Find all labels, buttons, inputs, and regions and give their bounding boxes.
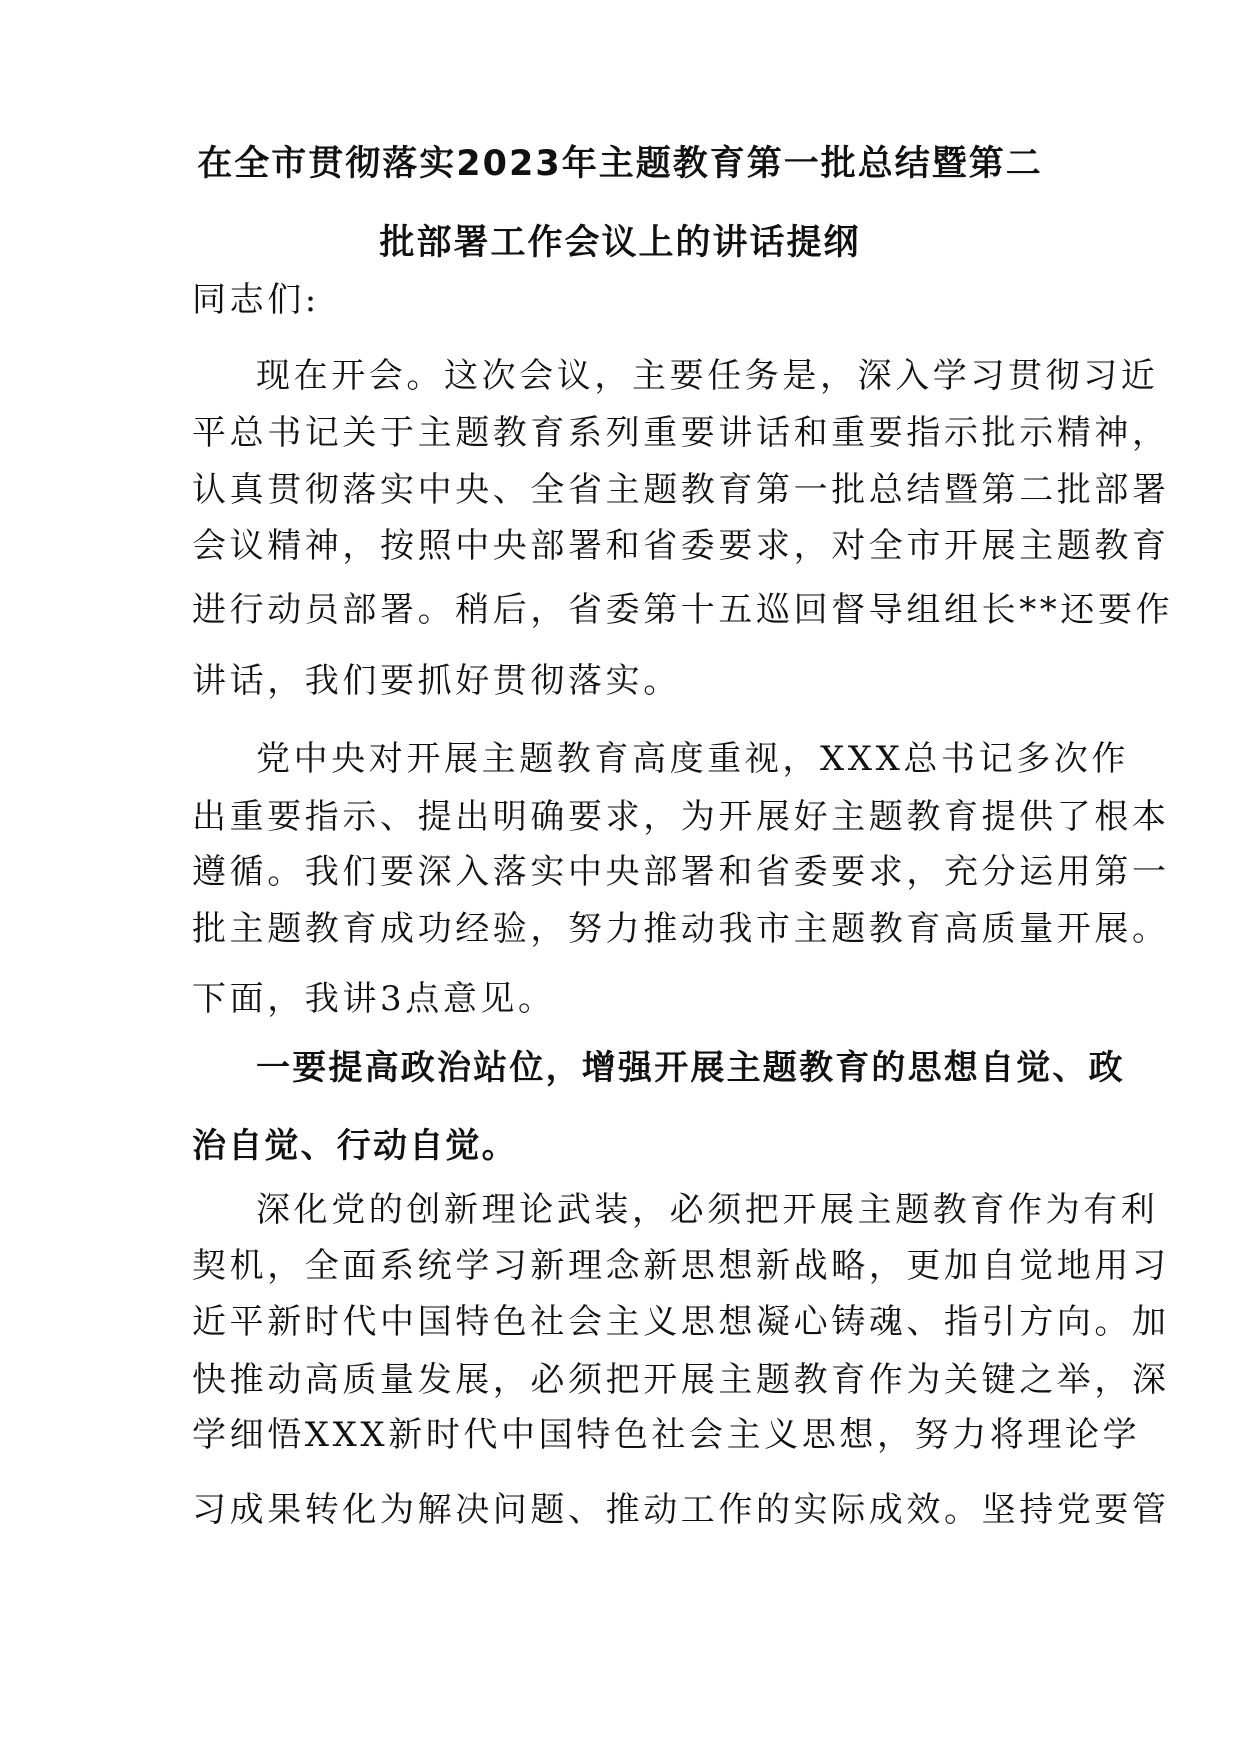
paragraph-2-line-1: 党中央对开展主题教育高度重视，XXX总书记多次作 [256, 739, 1130, 779]
salutation: 同志们: [192, 280, 320, 320]
paragraph-3-line-4: 快推动高质量发展，必须把开展主题教育作为关键之举，深 [192, 1360, 1170, 1400]
paragraph-1-line-2: 平总书记关于主题教育系列重要讲话和重要指示批示精神， [192, 413, 1170, 453]
paragraph-1-line-6: 讲话，我们要抓好贯彻落实。 [192, 661, 681, 701]
paragraph-1-line-3: 认真贯彻落实中央、全省主题教育第一批总结暨第二批部署 [192, 470, 1170, 510]
paragraph-3-line-5: 学细悟XXX新时代中国特色社会主义思想，努力将理论学 [192, 1415, 1141, 1455]
paragraph-3-line-3: 近平新时代中国特色社会主义思想凝心铸魂、指引方向。加 [192, 1302, 1170, 1342]
section-heading-1-line-2: 治自觉、行动自觉。 [192, 1126, 518, 1166]
paragraph-1-line-5: 进行动员部署。稍后，省委第十五巡回督导组组长**还要作 [192, 590, 1174, 630]
paragraph-2-line-2: 出重要指示、提出明确要求，为开展好主题教育提供了根本 [192, 797, 1170, 837]
document-title-line-2: 批部署工作会议上的讲话提纲 [379, 223, 861, 263]
paragraph-3-line-2: 契机，全面系统学习新理念新思想新战略，更加自觉地用习 [192, 1246, 1170, 1286]
paragraph-2-line-3: 遵循。我们要深入落实中央部署和省委要求，充分运用第一 [192, 852, 1170, 892]
paragraph-1-line-1: 现在开会。这次会议，主要任务是，深入学习贯彻习近 [256, 356, 1159, 396]
paragraph-3-line-6: 习成果转化为解决问题、推动工作的实际成效。坚持党要管 [192, 1490, 1170, 1530]
paragraph-2-line-5: 下面，我讲3点意见。 [192, 979, 556, 1019]
paragraph-3-line-1: 深化党的创新理论武装，必须把开展主题教育作为有利 [256, 1190, 1159, 1230]
document-title-line-1: 在全市贯彻落实2023年主题教育第一批总结暨第二 [197, 144, 1043, 184]
paragraph-2-line-4: 批主题教育成功经验，努力推动我市主题教育高质量开展。 [192, 909, 1170, 949]
paragraph-1-line-4: 会议精神，按照中央部署和省委要求，对全市开展主题教育 [192, 526, 1170, 566]
section-heading-1-line-1: 一要提高政治站位，增强开展主题教育的思想自觉、政 [256, 1048, 1125, 1088]
